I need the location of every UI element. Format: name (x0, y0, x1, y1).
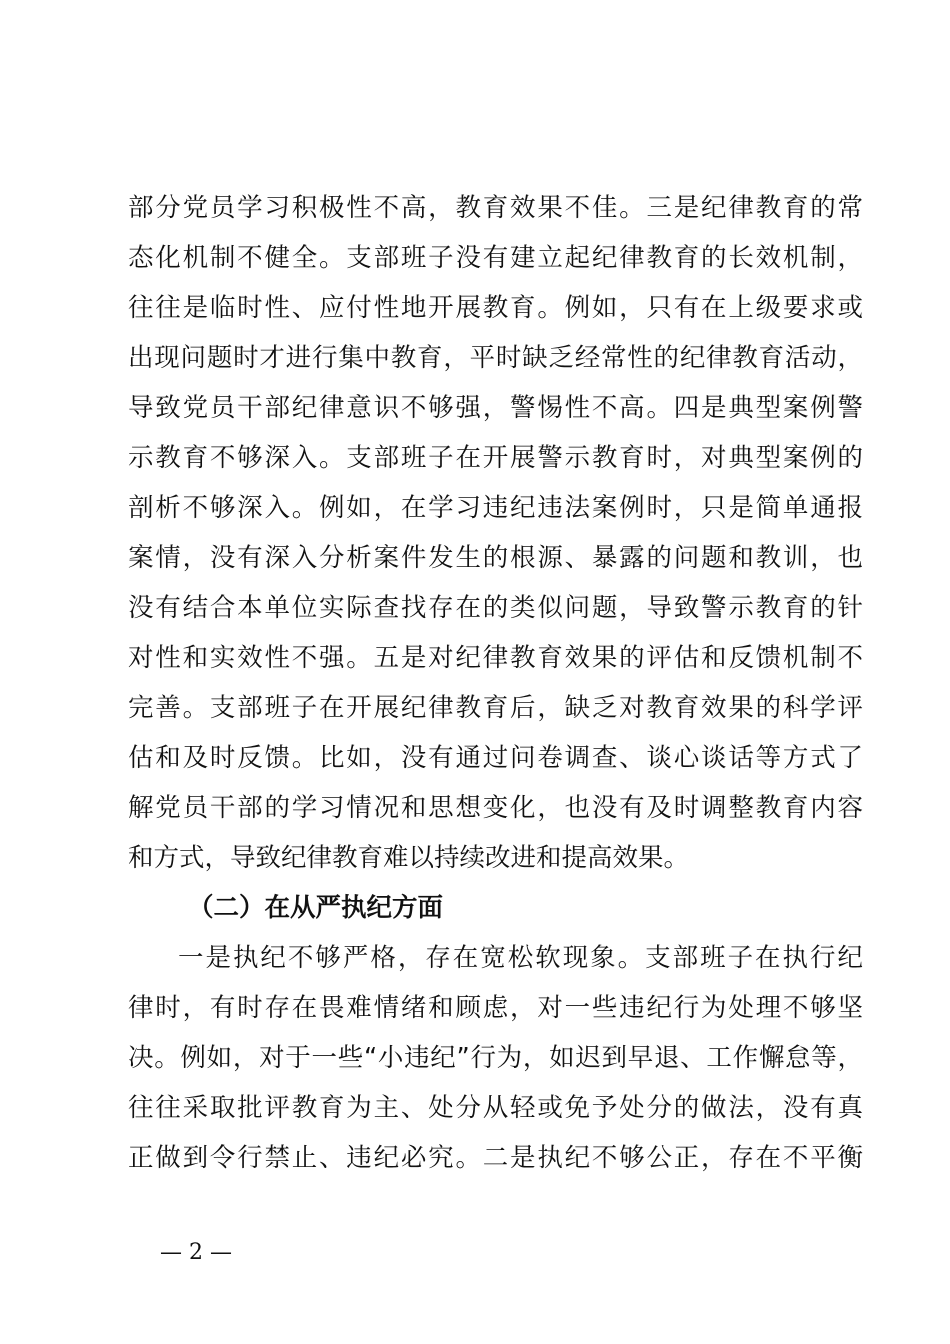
section-paragraph-line: 一是执纪不够严格，存在宽松软现象。支部班子在执行纪 (178, 943, 863, 973)
section-paragraph-line: 往往采取批评教育为主、处分从轻或免予处分的做法，没有真 (128, 1093, 863, 1123)
paragraph-line: 和方式，导致纪律教育难以持续改进和提高效果。 (128, 843, 690, 873)
paragraph-line: 态化机制不健全。支部班子没有建立起纪律教育的长效机制， (128, 243, 863, 273)
section-heading: （二）在从严执纪方面 (188, 893, 444, 923)
body-text (128, 183, 863, 1183)
paragraph-line: 没有结合本单位实际查找存在的类似问题，导致警示教育的针 (128, 593, 863, 623)
paragraph-line: 解党员干部的学习情况和思想变化，也没有及时调整教育内容 (128, 793, 863, 823)
paragraph-line: 对性和实效性不强。五是对纪律教育效果的评估和反馈机制不 (128, 643, 863, 673)
paragraph-line: 剖析不够深入。例如，在学习违纪违法案例时，只是简单通报 (128, 493, 863, 523)
paragraph-line: 部分党员学习积极性不高，教育效果不佳。三是纪律教育的常 (128, 193, 863, 223)
section-paragraph-line: 正做到令行禁止、违纪必究。二是执纪不够公正，存在不平衡 (128, 1143, 863, 1173)
paragraph-line: 出现问题时才进行集中教育，平时缺乏经常性的纪律教育活动， (128, 343, 863, 373)
paragraph-line: 估和及时反馈。比如，没有通过问卷调查、谈心谈话等方式了 (128, 743, 863, 773)
paragraph-line: 案情，没有深入分析案件发生的根源、暴露的问题和教训，也 (128, 543, 863, 573)
paragraph-line: 导致党员干部纪律意识不够强，警惕性不高。四是典型案例警 (128, 393, 863, 423)
paragraph-line: 完善。支部班子在开展纪律教育后，缺乏对教育效果的科学评 (128, 693, 863, 723)
paragraph-line: 示教育不够深入。支部班子在开展警示教育时，对典型案例的 (128, 443, 863, 473)
section-paragraph-line: 律时，有时存在畏难情绪和顾虑，对一些违纪行为处理不够坚 (128, 993, 863, 1023)
section-paragraph-line: 决。例如，对于一些“小违纪”行为，如迟到早退、工作懈怠等， (128, 1043, 863, 1073)
paragraph-line: 往往是临时性、应付性地开展教育。例如，只有在上级要求或 (128, 293, 863, 323)
page-number: — 2 — (160, 1240, 232, 1265)
